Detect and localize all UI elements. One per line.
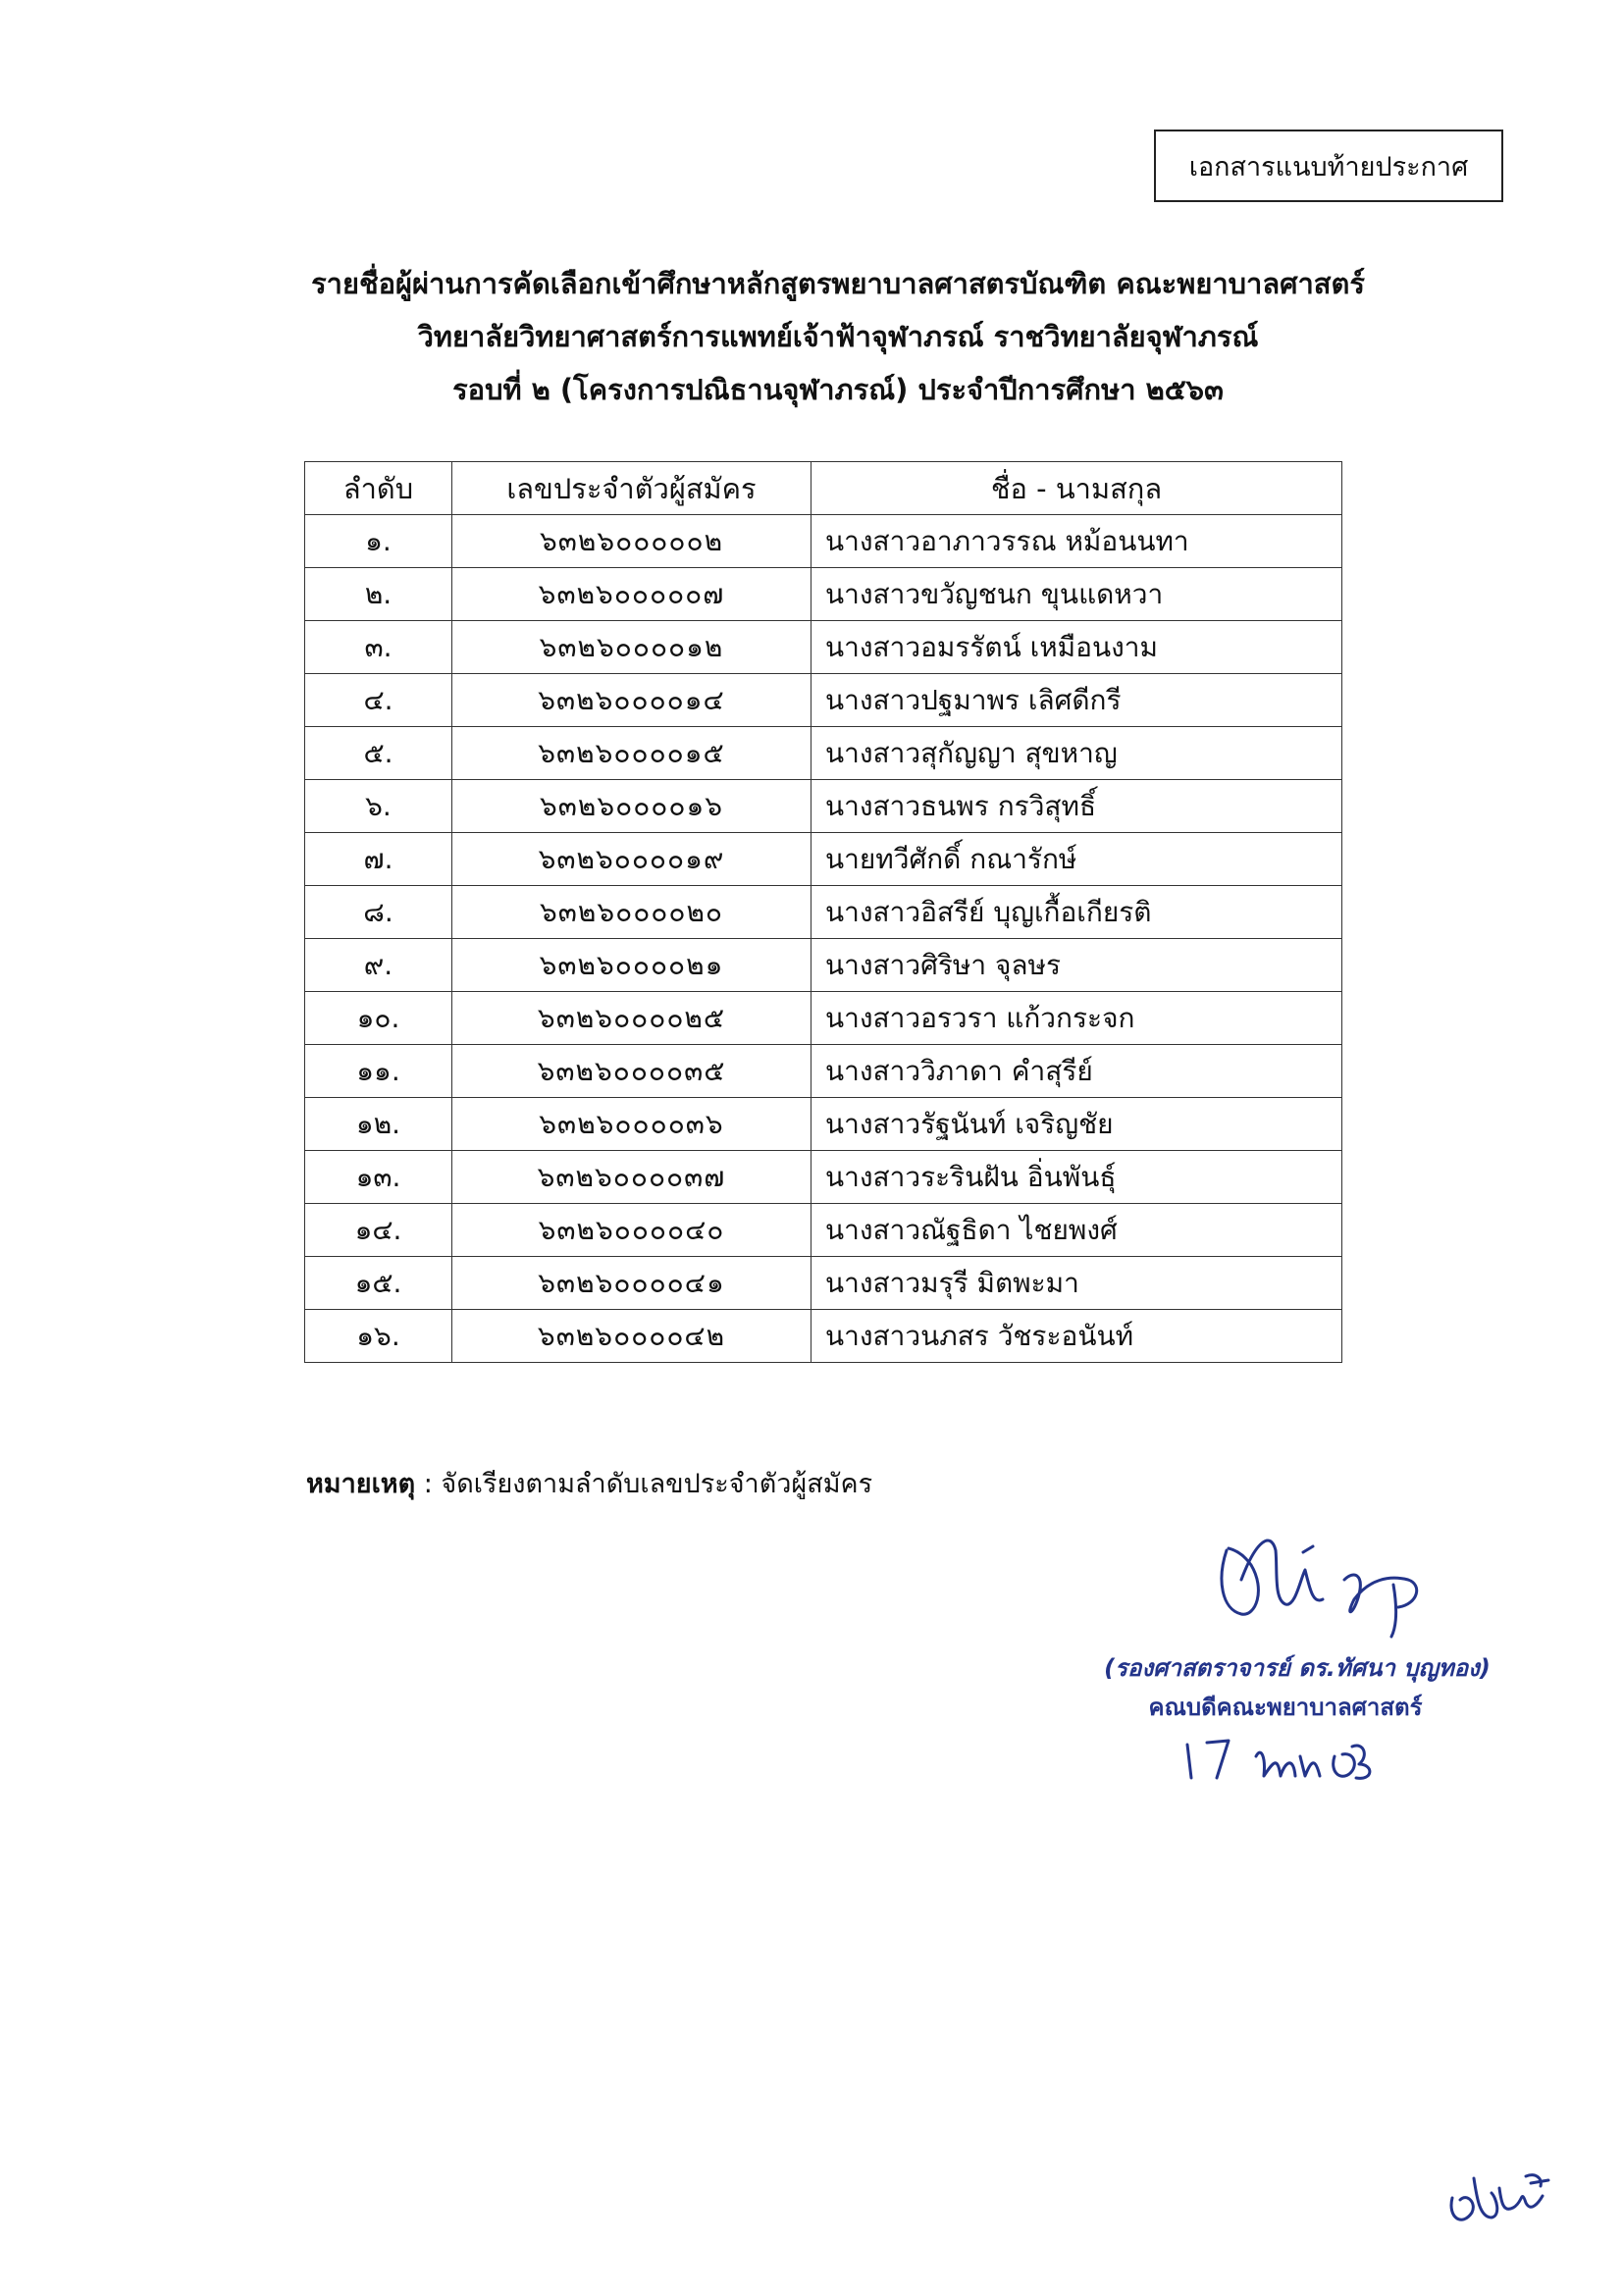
row-full-name: นางสาวอิสรีย์ บุญเกื้อเกียรติ <box>812 886 1342 939</box>
row-applicant-id: ๖๓๒๖๐๐๐๐๑๕ <box>452 727 812 780</box>
results-table <box>304 461 1342 1363</box>
table-row <box>305 780 1342 833</box>
row-applicant-id: ๖๓๒๖๐๐๐๐๑๙ <box>452 833 812 886</box>
title-line-1: รายชื่อผู้ผ่านการคัดเลือกเข้าศึกษาหลักสูตรพยาบาลศาสตรบัณฑิต คณะพยาบาลศาสตร์ <box>311 267 1365 300</box>
signature-block <box>1030 1521 1541 1796</box>
row-full-name: นางสาวระรินฝัน อิ่นพันธุ์ <box>812 1151 1342 1204</box>
row-full-name: นางสาวรัฐนันท์ เจริญชัย <box>812 1098 1342 1151</box>
row-order: ๖. <box>305 780 452 833</box>
row-applicant-id: ๖๓๒๖๐๐๐๐๐๗ <box>452 568 812 621</box>
title-line-2: วิทยาลัยวิทยาศาสตร์การแพทย์เจ้าฟ้าจุฬาภรณ์ ราชวิทยาลัยจุฬาภรณ์ <box>417 320 1259 353</box>
signatory-position: คณบดีคณะพยาบาลศาสตร์ <box>1148 1694 1423 1721</box>
row-full-name: นางสาวอรวรา แก้วกระจก <box>812 992 1342 1045</box>
row-full-name: นางสาวณัฐธิดา ไชยพงศ์ <box>812 1204 1342 1257</box>
row-full-name: นางสาวอาภาวรรณ หม้อนนทา <box>812 515 1342 568</box>
row-full-name: นางสาวอมรรัตน์ เหมือนงาม <box>812 621 1342 674</box>
table-row <box>305 515 1342 568</box>
row-order: ๕. <box>305 727 452 780</box>
table-row <box>305 1257 1342 1310</box>
row-full-name: นางสาวขวัญชนก ขุนแดหวา <box>812 568 1342 621</box>
document-title <box>0 257 1623 416</box>
row-applicant-id: ๖๓๒๖๐๐๐๐๑๖ <box>452 780 812 833</box>
row-full-name: นางสาวปฐมาพร เลิศดีกรี <box>812 674 1342 727</box>
handwritten-signature <box>1197 1521 1492 1639</box>
row-order: ๗. <box>305 833 452 886</box>
row-order: ๑. <box>305 515 452 568</box>
remark-separator: : <box>415 1469 442 1499</box>
row-order: ๑๐. <box>305 992 452 1045</box>
handwritten-date <box>1168 1727 1393 1786</box>
attachment-label: เอกสารแนบท้ายประกาศ <box>1188 151 1469 183</box>
row-order: ๔. <box>305 674 452 727</box>
row-order: ๒. <box>305 568 452 621</box>
row-full-name: นายทวีศักดิ์ กณารักษ์ <box>812 833 1342 886</box>
initials-mark <box>1433 2159 1580 2247</box>
row-applicant-id: ๖๓๒๖๐๐๐๐๒๐ <box>452 886 812 939</box>
table-header-row <box>305 462 1342 515</box>
table-row <box>305 1045 1342 1098</box>
row-applicant-id: ๖๓๒๖๐๐๐๐๐๒ <box>452 515 812 568</box>
table-row <box>305 621 1342 674</box>
table-row <box>305 674 1342 727</box>
table-row <box>305 1310 1342 1363</box>
row-order: ๙. <box>305 939 452 992</box>
row-order: ๘. <box>305 886 452 939</box>
row-applicant-id: ๖๓๒๖๐๐๐๐๔๒ <box>452 1310 812 1363</box>
row-full-name: นางสาวธนพร กรวิสุทธิ์ <box>812 780 1342 833</box>
row-applicant-id: ๖๓๒๖๐๐๐๐๑๔ <box>452 674 812 727</box>
header-full-name: ชื่อ - นามสกุล <box>812 462 1342 515</box>
table-row <box>305 1098 1342 1151</box>
attachment-label-box <box>1154 130 1503 202</box>
row-full-name: นางสาวมรุรี มิตพะมา <box>812 1257 1342 1310</box>
row-order: ๑๔. <box>305 1204 452 1257</box>
header-order: ลำดับ <box>305 462 452 515</box>
row-applicant-id: ๖๓๒๖๐๐๐๐๒๑ <box>452 939 812 992</box>
table-row <box>305 1204 1342 1257</box>
row-applicant-id: ๖๓๒๖๐๐๐๐๓๖ <box>452 1098 812 1151</box>
row-order: ๑๖. <box>305 1310 452 1363</box>
table-row <box>305 568 1342 621</box>
remark <box>306 1462 872 1504</box>
table-row <box>305 939 1342 992</box>
row-applicant-id: ๖๓๒๖๐๐๐๐๔๑ <box>452 1257 812 1310</box>
table-row <box>305 833 1342 886</box>
table-row <box>305 727 1342 780</box>
row-applicant-id: ๖๓๒๖๐๐๐๐๒๕ <box>452 992 812 1045</box>
remark-text: จัดเรียงตามลำดับเลขประจำตัวผู้สมัคร <box>441 1469 873 1499</box>
row-order: ๑๑. <box>305 1045 452 1098</box>
row-order: ๑๒. <box>305 1098 452 1151</box>
table-row <box>305 886 1342 939</box>
signatory-name: (รองศาสตราจารย์ ดร.ทัศนา บุญทอง) <box>1104 1654 1491 1682</box>
row-order: ๓. <box>305 621 452 674</box>
header-applicant-id: เลขประจำตัวผู้สมัคร <box>452 462 812 515</box>
row-order: ๑๓. <box>305 1151 452 1204</box>
table-row <box>305 992 1342 1045</box>
title-line-3: รอบที่ ๒ (โครงการปณิธานจุฬาภรณ์) ประจำปีการศึกษา ๒๕๖๓ <box>452 373 1224 406</box>
row-full-name: นางสาวศิริษา จุลษร <box>812 939 1342 992</box>
remark-label: หมายเหตุ <box>306 1469 416 1499</box>
row-applicant-id: ๖๓๒๖๐๐๐๐๓๕ <box>452 1045 812 1098</box>
row-applicant-id: ๖๓๒๖๐๐๐๐๔๐ <box>452 1204 812 1257</box>
row-applicant-id: ๖๓๒๖๐๐๐๐๑๒ <box>452 621 812 674</box>
row-full-name: นางสาวสุกัญญา สุขหาญ <box>812 727 1342 780</box>
row-full-name: นางสาววิภาดา คำสุรีย์ <box>812 1045 1342 1098</box>
row-order: ๑๕. <box>305 1257 452 1310</box>
row-applicant-id: ๖๓๒๖๐๐๐๐๓๗ <box>452 1151 812 1204</box>
table-row <box>305 1151 1342 1204</box>
row-full-name: นางสาวนภสร วัชระอนันท์ <box>812 1310 1342 1363</box>
